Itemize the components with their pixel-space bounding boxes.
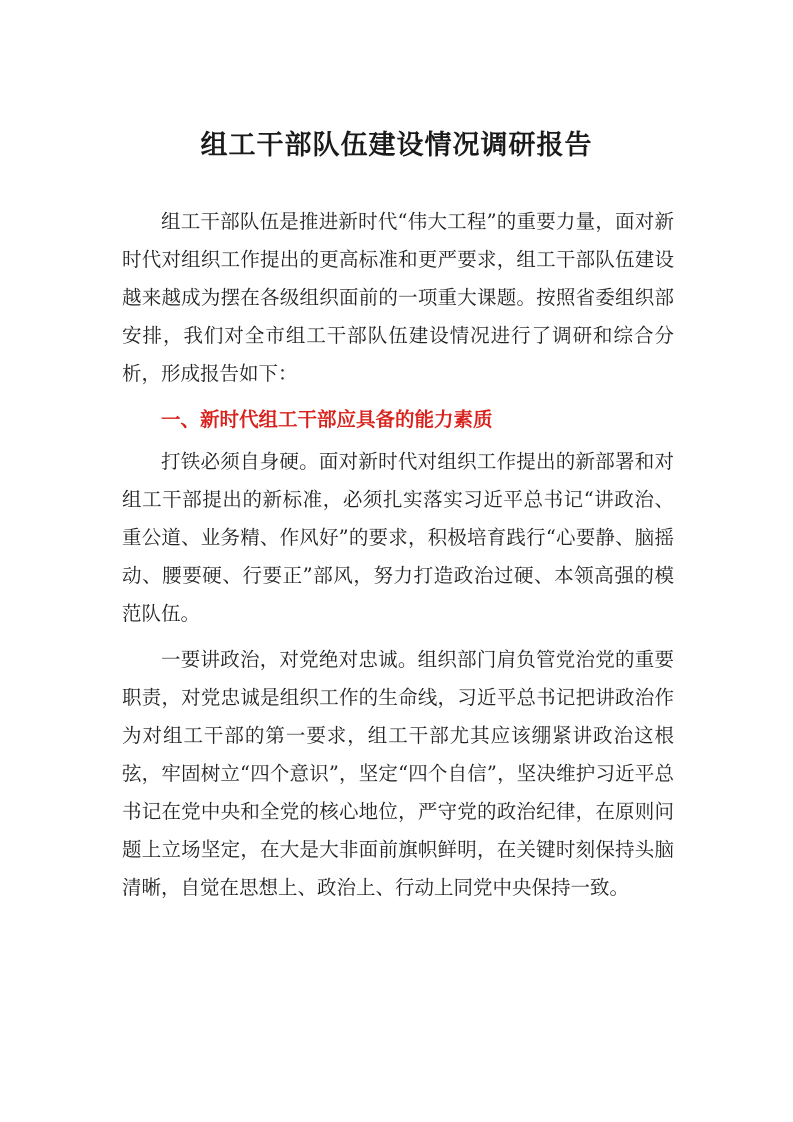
section-heading: 一、新时代组工干部应具备的能力素质 [161, 408, 493, 431]
body-paragraph: 打铁必须自身硬。面对新时代对组织工作提出的新部署和对组工干部提出的新标准，必须扎实落实习近平总书记“讲政治、重公道、业务精、作风好”的要求，积极培育践行“心要静、脑摇动、腰要硬、行要正”部风，努力打造政治过硬、本领高强的模范队伍。 [122, 450, 674, 625]
document-title: 组工干部队伍建设情况调研报告 [200, 130, 593, 161]
document-body [122, 203, 674, 915]
intro-paragraph: 组工干部队伍是推进新时代“伟大工程”的重要力量，面对新时代对组织工作提出的更高标准和更严要求，组工干部队伍建设越来越成为摆在各级组织面前的一项重大课题。按照省委组织部安排，我们对全市组工干部队伍建设情况进行了调研和综合分析，形成报告如下： [122, 210, 674, 385]
section-1 [122, 401, 674, 907]
body-paragraph: 一要讲政治，对党绝对忠诚。组织部门肩负管党治党的重要职责，对党忠诚是组织工作的生命线，习近平总书记把讲政治作为对组工干部的第一要求，组工干部尤其应该绷紧讲政治这根弦，牢固树立“四个意识”，坚定“四个自信”，坚决维护习近平总书记在党中央和全党的核心地位，严守党的政治纪律，在原则问题上立场坚定，在大是大非面前旗帜鲜明，在关键时刻保持头脑清晰，自觉在思想上、政治上、行动上同党中央保持一致。 [122, 648, 674, 899]
